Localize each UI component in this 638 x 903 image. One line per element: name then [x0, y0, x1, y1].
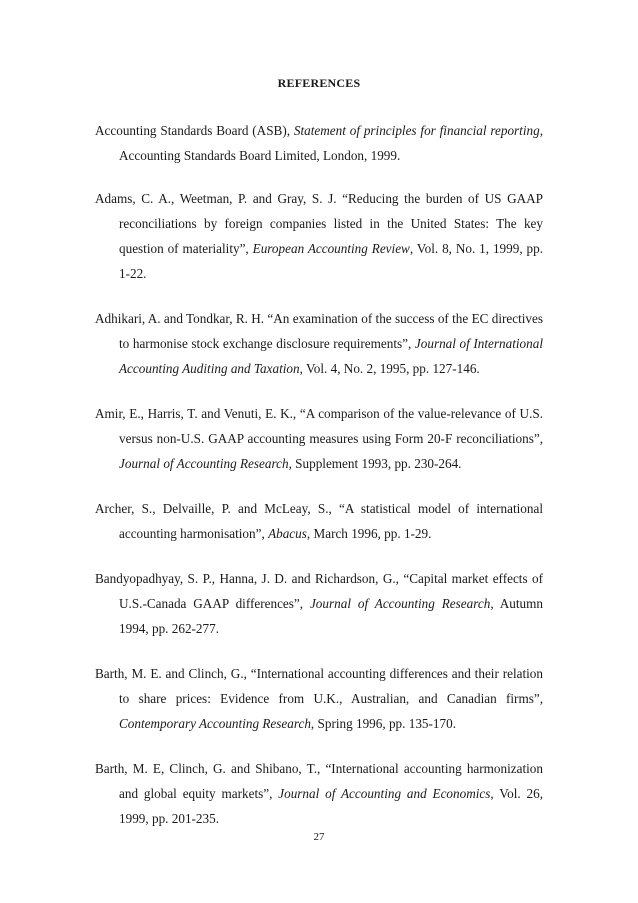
reference-entry: [95, 186, 543, 286]
reference-source: Abacus: [268, 526, 307, 541]
reference-source: Statement of principles for financial reporting: [293, 123, 540, 138]
reference-source: Journal of Accounting and Economics: [278, 786, 491, 801]
page-number: 27: [313, 831, 325, 843]
reference-entry: [95, 756, 543, 831]
page-title: REFERENCES: [277, 76, 361, 90]
reference-details: , Spring 1996, pp. 135-170.: [310, 716, 456, 731]
reference-entry: [95, 661, 543, 736]
reference-text: Archer, S., Delvaille, P. and McLeay, S., “A statistical model of international accounting harmonisation”,: [95, 501, 543, 541]
reference-text: Adhikari, A. and Tondkar, R. H. “An examination of the success of the EC directives to harmonise stock exchange disclosure requirements”,: [95, 311, 543, 351]
reference-source: Contemporary Accounting Research: [119, 716, 311, 731]
reference-source: European Accounting Review: [252, 241, 410, 256]
reference-entry: [95, 496, 543, 546]
reference-text: Amir, E., Harris, T. and Venuti, E. K., “A comparison of the value-relevance of U.S. versus non-U.S. GAAP accounting measures using Form 20-F reconciliations”,: [95, 406, 543, 446]
reference-entry: [95, 401, 543, 476]
reference-details: , Vol. 4, No. 2, 1995, pp. 127-146.: [299, 361, 480, 376]
reference-source: Journal of Accounting Research: [309, 596, 491, 611]
reference-entry: [95, 118, 543, 168]
reference-source: Journal of Accounting Research: [119, 456, 289, 471]
reference-text: Barth, M. E. and Clinch, G., “International accounting differences and their relation to share prices: Evidence from U.K., Australian, and Canadian firms”,: [95, 666, 543, 706]
reference-text: Accounting Standards Board (ASB),: [95, 123, 294, 138]
reference-details: , Accounting Standards Board Limited, London, 1999.: [119, 123, 543, 163]
reference-list: [95, 118, 543, 831]
reference-entry: [95, 306, 543, 381]
reference-source: Journal of International Accounting Auditing and Taxation: [119, 336, 543, 376]
reference-text: Bandyopadhyay, S. P., Hanna, J. D. and Richardson, G., “Capital market effects of U.S.-Canada GAAP differences”,: [95, 571, 543, 611]
reference-entry: [95, 566, 543, 641]
reference-details: , Supplement 1993, pp. 230-264.: [288, 456, 462, 471]
reference-details: , Vol. 8, No. 1, 1999, pp. 1-22.: [119, 241, 543, 281]
reference-details: , Autumn 1994, pp. 262-277.: [119, 596, 543, 636]
reference-text: Adams, C. A., Weetman, P. and Gray, S. J. “Reducing the burden of US GAAP reconciliations by foreign companies listed in the United States: The key question of materiality”,: [95, 191, 543, 256]
reference-text: Barth, M. E, Clinch, G. and Shibano, T., “International accounting harmonization and global equity markets”,: [95, 761, 543, 801]
reference-details: , Vol. 26, 1999, pp. 201-235.: [119, 786, 544, 826]
reference-details: , March 1996, pp. 1-29.: [306, 526, 432, 541]
